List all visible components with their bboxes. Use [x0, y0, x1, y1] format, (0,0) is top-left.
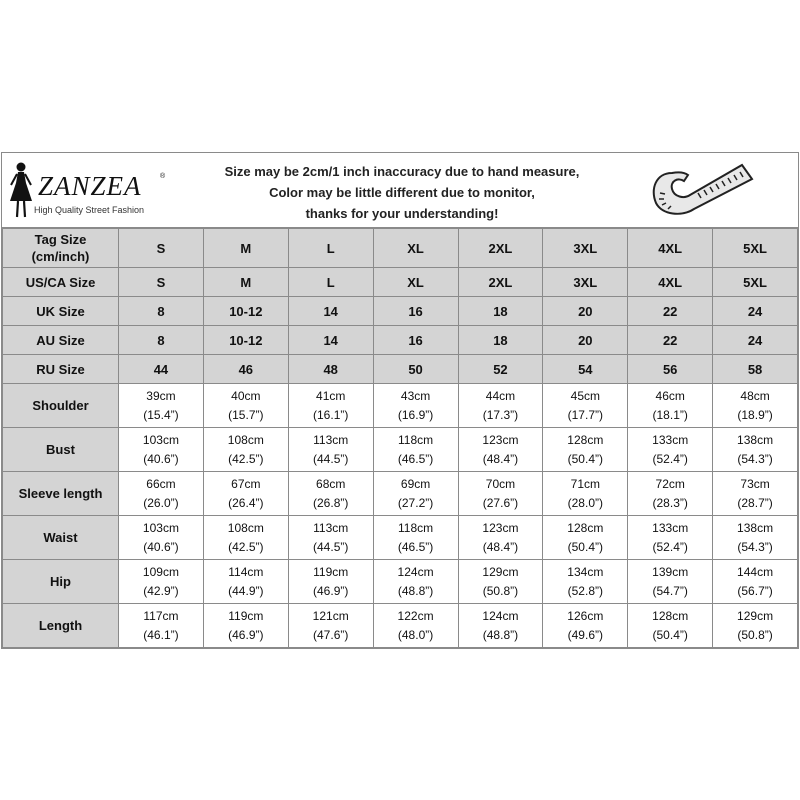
measurement-inch: (54.3”) — [737, 539, 773, 554]
measurement-cm: 113cm — [313, 520, 349, 535]
measurement-cm: 128cm — [652, 608, 689, 623]
measurement-cm: 41cm — [316, 388, 346, 403]
measurement-cm: 138cm — [737, 432, 774, 447]
measurement-inch: (27.6”) — [482, 495, 519, 510]
notice-line-1: Size may be 2cm/1 inch inaccuracy due to hand measure, — [224, 164, 580, 179]
measurement-cell — [458, 516, 543, 560]
size-value-cell: 10-12 — [203, 297, 288, 326]
measurement-cell — [713, 560, 798, 604]
measurement-cm: 39cm — [146, 388, 176, 403]
row-label: AU Size — [3, 326, 119, 355]
measurement-cell — [373, 516, 458, 560]
measurement-cm: 48cm — [740, 388, 770, 403]
measurement-cell — [373, 428, 458, 472]
measurement-inch: (52.4”) — [652, 451, 688, 466]
row-label: Hip — [3, 560, 119, 604]
measurement-cm: 108cm — [227, 520, 264, 535]
measurement-cm: 103cm — [142, 432, 179, 447]
brand-name: ZANZEA — [38, 171, 142, 201]
measurement-cm: 122cm — [397, 608, 434, 623]
measurement-cm: 71cm — [570, 476, 600, 491]
row-label: Waist — [3, 516, 119, 560]
woman-silhouette-icon — [8, 161, 34, 219]
notice-line-3: thanks for your understanding! — [305, 206, 499, 221]
measurement-cm: 138cm — [737, 520, 774, 535]
measurement-cell — [373, 384, 458, 428]
measurement-cm: 133cm — [652, 520, 689, 535]
measurement-inch: (49.6”) — [567, 627, 603, 642]
measurement-cm: 139cm — [652, 564, 689, 579]
measurement-cell — [119, 472, 204, 516]
size-notice — [192, 161, 612, 224]
measurement-cm: 108cm — [227, 432, 264, 447]
size-value-cell: 22 — [628, 326, 713, 355]
measurement-cm: 113cm — [313, 432, 349, 447]
measurement-inch: (50.4”) — [567, 539, 603, 554]
measurement-inch: (52.4”) — [652, 539, 688, 554]
measurement-inch: (17.3”) — [482, 407, 519, 422]
measurement-cell — [288, 472, 373, 516]
measurement-inch: (42.9”) — [143, 583, 179, 598]
measurement-inch: (50.4”) — [567, 451, 603, 466]
chart-header — [2, 153, 798, 228]
measurement-cell — [543, 604, 628, 648]
size-header-cell: S — [119, 229, 204, 268]
size-value-cell: 44 — [119, 355, 204, 384]
measurement-cell — [713, 604, 798, 648]
size-header-cell: 3XL — [543, 229, 628, 268]
tag-size-row — [3, 229, 798, 268]
measurement-inch: (40.6”) — [143, 451, 179, 466]
measurement-inch: (46.9”) — [313, 583, 349, 598]
measurement-cm: 43cm — [400, 388, 431, 403]
measurement-cm: 66cm — [146, 476, 176, 491]
row-label: US/CA Size — [3, 268, 119, 297]
measurement-cell — [203, 604, 288, 648]
size-conversion-row — [3, 297, 798, 326]
measurement-cm: 44cm — [485, 388, 516, 403]
measurement-cm: 70cm — [485, 476, 516, 491]
measurement-cm: 117cm — [143, 608, 179, 623]
registered-mark: ® — [160, 173, 166, 180]
row-label: Sleeve length — [3, 472, 119, 516]
measurement-cm: 129cm — [737, 608, 774, 623]
measurement-inch: (18.1”) — [652, 407, 688, 422]
measurement-cell — [458, 428, 543, 472]
brand-logo — [8, 159, 168, 221]
measurement-cm: 123cm — [482, 520, 519, 535]
measurement-inch: (50.4”) — [652, 627, 688, 642]
measurement-cell — [119, 428, 204, 472]
size-value-cell: 54 — [543, 355, 628, 384]
measurement-row — [3, 428, 798, 472]
measurement-inch: (44.9”) — [228, 583, 264, 598]
measurement-inch: (48.8”) — [397, 583, 434, 598]
measurement-cell — [288, 560, 373, 604]
measurement-cell — [119, 604, 204, 648]
measurement-inch: (26.8”) — [313, 495, 349, 510]
size-value-cell: 58 — [713, 355, 798, 384]
measurement-cell — [458, 384, 543, 428]
row-label: RU Size — [3, 355, 119, 384]
measurement-cell — [203, 516, 288, 560]
tag-size-label-line1: Tag Size — [34, 232, 87, 247]
measurement-inch: (18.9”) — [737, 407, 773, 422]
size-conversion-row — [3, 268, 798, 297]
measurement-cm: 134cm — [567, 564, 604, 579]
size-value-cell: 22 — [628, 297, 713, 326]
measurement-cell — [119, 384, 204, 428]
measurement-inch: (26.0”) — [143, 495, 179, 510]
measurement-cell — [628, 604, 713, 648]
measurement-inch: (54.7”) — [652, 583, 688, 598]
measurement-inch: (44.5”) — [313, 539, 349, 554]
measurement-cell — [203, 472, 288, 516]
measurement-cell — [203, 428, 288, 472]
size-header-cell: 4XL — [628, 229, 713, 268]
size-value-cell: 2XL — [458, 268, 543, 297]
size-header-cell: 2XL — [458, 229, 543, 268]
measurement-inch: (17.7”) — [567, 407, 603, 422]
size-conversion-row — [3, 355, 798, 384]
measurement-inch: (47.6”) — [313, 627, 349, 642]
brand-tagline: High Quality Street Fashion — [34, 205, 145, 215]
measurement-inch: (46.5”) — [397, 539, 434, 554]
measurement-inch: (46.5”) — [397, 451, 434, 466]
row-label: UK Size — [3, 297, 119, 326]
measurement-inch: (15.7”) — [228, 407, 264, 422]
size-value-cell: 3XL — [543, 268, 628, 297]
measurement-inch: (15.4”) — [143, 407, 179, 422]
size-header-cell: XL — [373, 229, 458, 268]
measurement-cm: 68cm — [316, 476, 346, 491]
measurement-inch: (54.3”) — [737, 451, 773, 466]
size-value-cell: 52 — [458, 355, 543, 384]
measurement-inch: (48.0”) — [397, 627, 434, 642]
measurement-inch: (42.5”) — [228, 451, 264, 466]
measurement-cm: 128cm — [567, 432, 604, 447]
measurement-cell — [288, 604, 373, 648]
size-value-cell: 16 — [373, 326, 458, 355]
measurement-cell — [203, 560, 288, 604]
measurement-cm: 73cm — [740, 476, 770, 491]
size-conversion-row — [3, 326, 798, 355]
size-table — [2, 228, 798, 648]
measurement-cm: 129cm — [482, 564, 519, 579]
tag-size-label-line2: (cm/inch) — [31, 249, 90, 264]
measurement-inch: (28.3”) — [652, 495, 688, 510]
size-value-cell: 20 — [543, 326, 628, 355]
measurement-cell — [713, 428, 798, 472]
size-value-cell: 5XL — [713, 268, 798, 297]
measurement-cell — [543, 560, 628, 604]
measurement-cm: 119cm — [228, 608, 264, 623]
size-value-cell: 14 — [288, 297, 373, 326]
measurement-inch: (50.8”) — [737, 627, 773, 642]
measuring-tape-icon — [642, 159, 762, 221]
measurement-cell — [458, 604, 543, 648]
measurement-inch: (26.4”) — [228, 495, 264, 510]
measurement-cm: 67cm — [231, 476, 261, 491]
measurement-cell — [628, 428, 713, 472]
measurement-cm: 118cm — [397, 432, 434, 447]
size-value-cell: L — [288, 268, 373, 297]
measurement-inch: (48.4”) — [482, 539, 519, 554]
size-value-cell: 10-12 — [203, 326, 288, 355]
measurement-cm: 124cm — [397, 564, 434, 579]
size-value-cell: 8 — [119, 326, 204, 355]
measurement-cm: 119cm — [313, 564, 349, 579]
measurement-inch: (16.9”) — [397, 407, 434, 422]
size-value-cell: 16 — [373, 297, 458, 326]
size-value-cell: 14 — [288, 326, 373, 355]
measurement-inch: (44.5”) — [313, 451, 349, 466]
measurement-cm: 109cm — [142, 564, 179, 579]
measurement-cm: 123cm — [482, 432, 519, 447]
size-value-cell: 48 — [288, 355, 373, 384]
measurement-inch: (42.5”) — [228, 539, 264, 554]
measurement-cell — [288, 384, 373, 428]
row-label: Bust — [3, 428, 119, 472]
measurement-cm: 118cm — [397, 520, 434, 535]
measurement-cm: 144cm — [737, 564, 774, 579]
measurement-cell — [119, 560, 204, 604]
measurement-row — [3, 560, 798, 604]
measurement-inch: (40.6”) — [143, 539, 179, 554]
size-value-cell: 18 — [458, 326, 543, 355]
measurement-row — [3, 516, 798, 560]
size-header-cell: 5XL — [713, 229, 798, 268]
measurement-inch: (16.1”) — [313, 407, 349, 422]
measurement-cm: 133cm — [652, 432, 689, 447]
measurement-cell — [203, 384, 288, 428]
measurement-row — [3, 384, 798, 428]
size-chart — [1, 152, 799, 649]
measurement-cell — [373, 560, 458, 604]
measurement-row — [3, 472, 798, 516]
measurement-cell — [543, 428, 628, 472]
size-header-cell: M — [203, 229, 288, 268]
size-value-cell: 50 — [373, 355, 458, 384]
tag-size-label — [3, 229, 119, 268]
size-header-cell: L — [288, 229, 373, 268]
measurement-cell — [628, 516, 713, 560]
row-label: Shoulder — [3, 384, 119, 428]
measurement-cm: 46cm — [655, 388, 685, 403]
size-value-cell: 46 — [203, 355, 288, 384]
measurement-cell — [373, 604, 458, 648]
measurement-cm: 69cm — [400, 476, 431, 491]
measurement-cm: 126cm — [567, 608, 604, 623]
measurement-cell — [628, 384, 713, 428]
measurement-cell — [458, 560, 543, 604]
size-value-cell: M — [203, 268, 288, 297]
measurement-cm: 121cm — [312, 608, 349, 623]
measurement-inch: (50.8”) — [482, 583, 519, 598]
measurement-cell — [628, 560, 713, 604]
measurement-inch: (48.4”) — [482, 451, 519, 466]
measurement-cell — [713, 472, 798, 516]
size-value-cell: 24 — [713, 326, 798, 355]
measurement-cell — [458, 472, 543, 516]
measurement-cm: 128cm — [567, 520, 604, 535]
measurement-inch: (46.1”) — [143, 627, 179, 642]
size-value-cell: 18 — [458, 297, 543, 326]
measurement-inch: (28.7”) — [737, 495, 773, 510]
measurement-inch: (48.8”) — [482, 627, 519, 642]
measurement-cell — [628, 472, 713, 516]
measurement-cm: 45cm — [570, 388, 600, 403]
measurement-cm: 114cm — [228, 564, 264, 579]
measurement-inch: (56.7”) — [737, 583, 773, 598]
measurement-inch: (52.8”) — [567, 583, 603, 598]
size-value-cell: 24 — [713, 297, 798, 326]
measurement-cell — [119, 516, 204, 560]
measurement-cell — [713, 516, 798, 560]
measurement-row — [3, 604, 798, 648]
size-value-cell: 56 — [628, 355, 713, 384]
measurement-inch: (46.9”) — [228, 627, 264, 642]
size-value-cell: S — [119, 268, 204, 297]
measurement-cm: 40cm — [231, 388, 261, 403]
measurement-cell — [288, 516, 373, 560]
measurement-cell — [543, 384, 628, 428]
measurement-inch: (28.0”) — [567, 495, 603, 510]
measurement-cell — [543, 516, 628, 560]
size-value-cell: 20 — [543, 297, 628, 326]
measurement-cm: 124cm — [482, 608, 519, 623]
row-label: Length — [3, 604, 119, 648]
measurement-cell — [543, 472, 628, 516]
size-value-cell: XL — [373, 268, 458, 297]
notice-line-2: Color may be little different due to monitor, — [269, 185, 535, 200]
measurement-inch: (27.2”) — [397, 495, 434, 510]
measurement-cm: 72cm — [655, 476, 685, 491]
measurement-cell — [288, 428, 373, 472]
measurement-cm: 103cm — [142, 520, 179, 535]
size-value-cell: 4XL — [628, 268, 713, 297]
size-value-cell: 8 — [119, 297, 204, 326]
measurement-cell — [713, 384, 798, 428]
measurement-cell — [373, 472, 458, 516]
